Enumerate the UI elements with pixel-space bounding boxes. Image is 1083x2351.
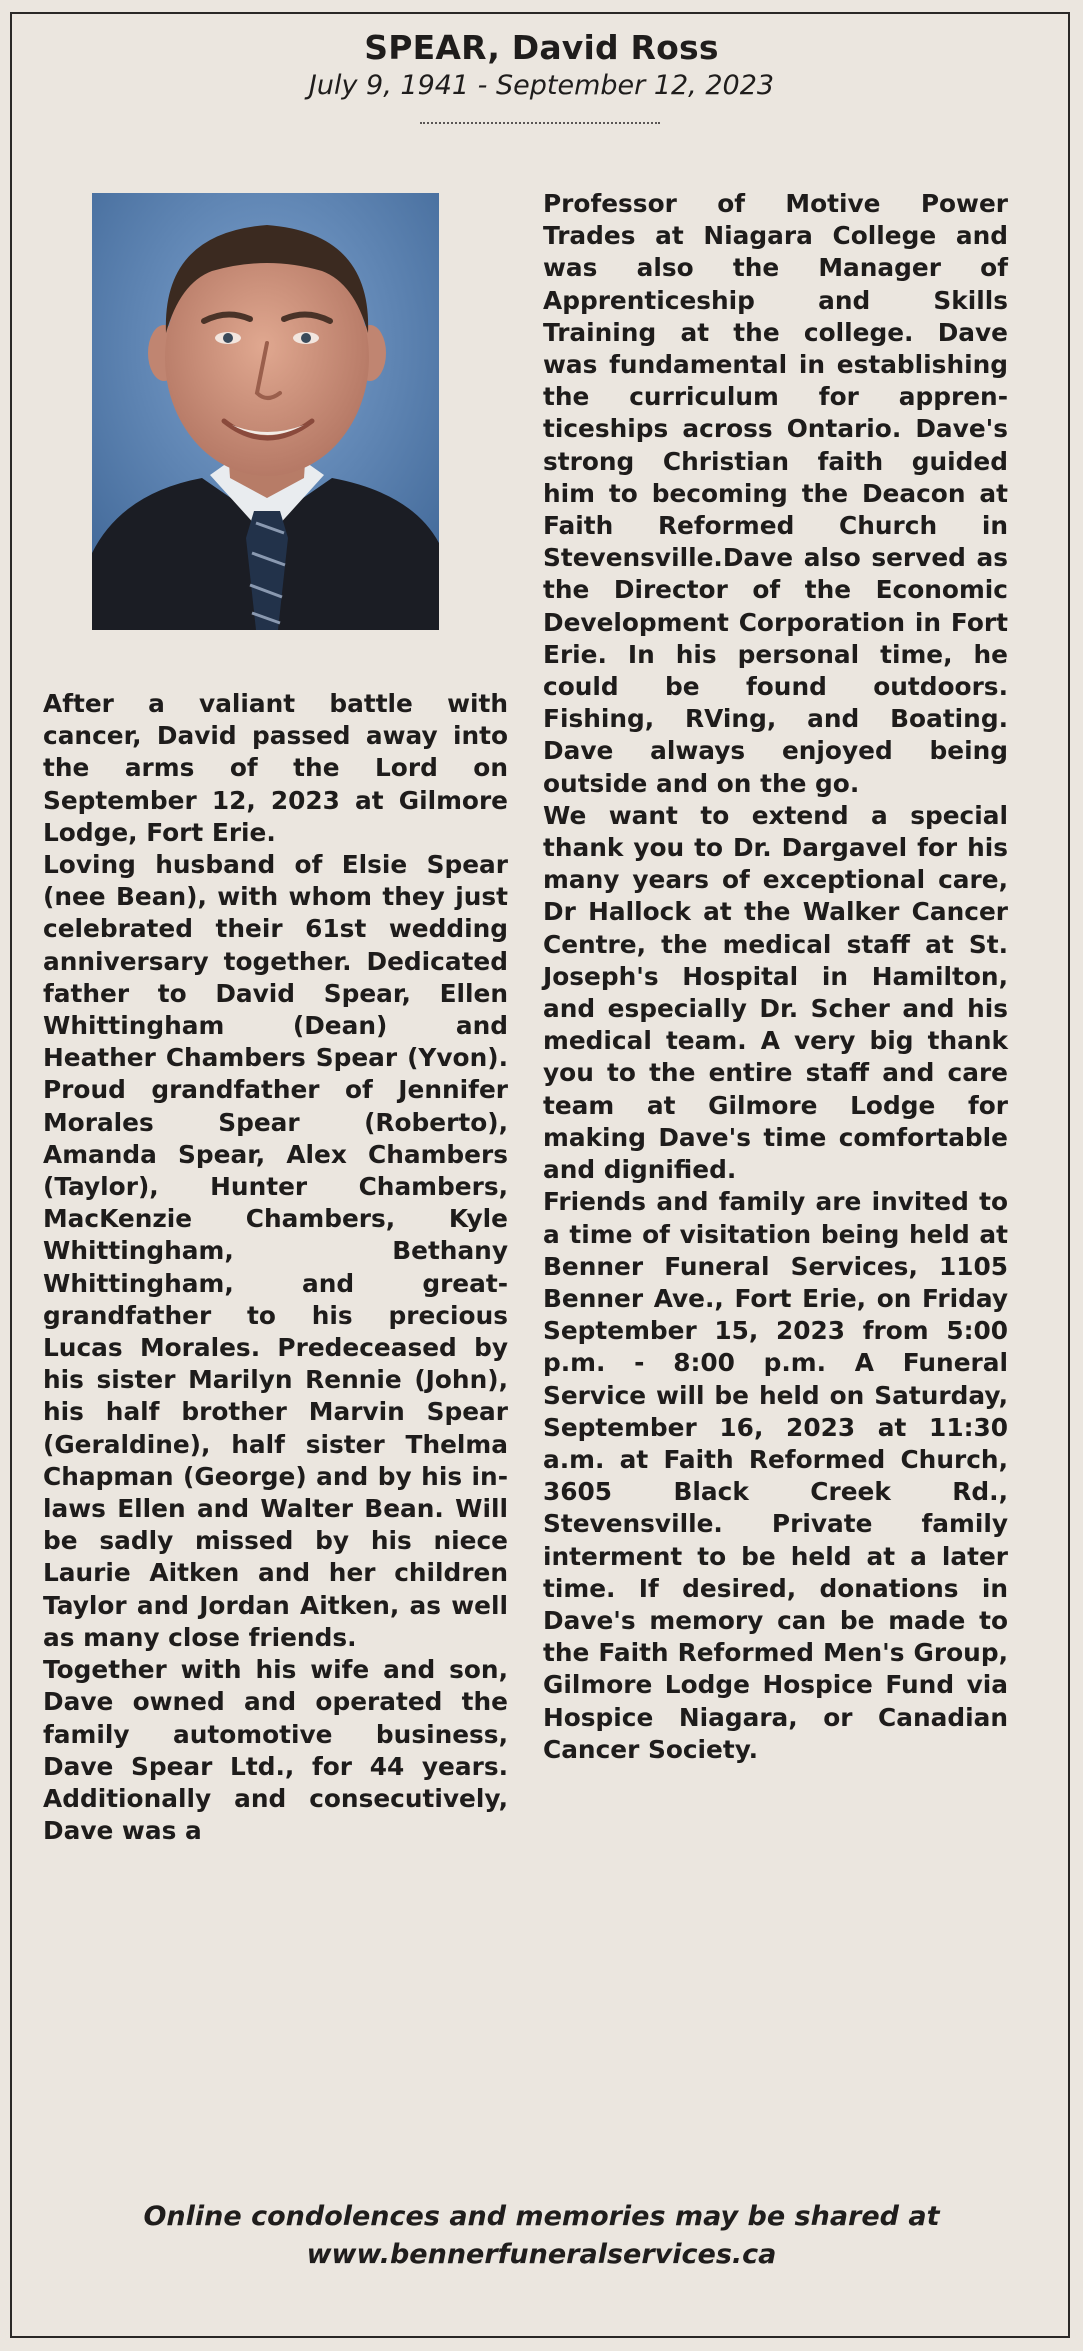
career-continued-paragraph: Professor of Motive Power Trades at Niagara College and was also the Manager of Apprenticeship and Skills Training at the college. Dave was fundamental in establishing the curriculum for apprenticeships across Ontario. Dave's strong Christian faith guided him to becoming the Deacon at Faith Reformed Church in Stevensville.Dave also served as the Director of the Economic Development Corporation in Fort Erie. In his personal time, he could be found outdoors. Fishing, RVing, and Boating. Dave always enjoyed being outside and on the go. [543,189,1008,798]
heading-divider [420,122,660,124]
visitation-paragraph: Friends and family are invited to a time of visitation being held at Benner Funeral Services, 1105 Benner Ave., Fort Erie, on Friday September 15, 2023 from 5:00 p.m. - 8:00 p.m. A Funeral Service will be held on Saturday, September 16, 2023 at 11:30 a.m. at Faith Reformed Church, 3605 Black Creek Rd., Stevensville. Private family interment to be held at a later time. If desired, donations in Dave's memory can be made to the Faith Reformed Men's Group, Gilmore Lodge Hospice Fund via Hospice Niagara, or Canadian Cancer Society. [543,1187,1008,1764]
thanks-paragraph: We want to extend a special thank you to Dr. Dargavel for his many years of exceptional care, Dr Hallock at the Walker Cancer Centre, the medical staff at St. Joseph's Hospital in Hamilton, and especially Dr. Scher and his medical team. A very big thank you to the entire staff and care team at Gilmore Lodge for making Dave's time comfortable and dignified. [543,800,1008,1185]
life-dates: July 9, 1941 - September 12, 2023 [308,70,775,101]
career-paragraph: Together with his wife and son, Dave owned and operated the family automotive business, Dave Spear Ltd., for 44 years. Additionally and consecutively, Dave was a [43,1655,508,1846]
funeral-home-website: www.bennerfuneralservices.ca [306,2239,777,2270]
passing-paragraph: After a valiant battle with cancer, David passed away into the arms of the Lord on September 12, 2023 at Gilmore Lodge, Fort Erie. [43,689,508,847]
family-paragraph: Loving husband of Elsie Spear (nee Bean), with whom they just celebrated their 61st wedding anniversary together. Dedicated father to David Spear, Ellen Whittingham (Dean) and Heather Chambers Spear (Yvon). Proud grandfather of Jennifer Morales Spear (Roberto), Amanda Spear, Alex Chambers (Taylor), Hunter Chambers, MacKenzie Chambers, Kyle Whittingham, Bethany Whittingham, and great-grandfather to his precious Lucas Morales. Predeceased by his sister Marilyn Rennie (John), his half brother Marvin Spear (Geraldine), half sister Thelma Chapman (George) and by his in-laws Ellen and Walter Bean. Will be sadly missed by his niece Laurie Aitken and her children Taylor and Jordan Aitken, as well as many close friends. [43,850,508,1652]
condolences-footer [0,2198,1083,2274]
obituary-heading [0,28,1083,104]
portrait-photo [92,193,439,630]
condolences-text: Online condolences and memories may be shared at [143,2201,940,2232]
obituary-text-left-column [43,688,508,1847]
obituary-text-right-column [543,188,1008,1766]
deceased-name: SPEAR, David Ross [364,28,719,67]
